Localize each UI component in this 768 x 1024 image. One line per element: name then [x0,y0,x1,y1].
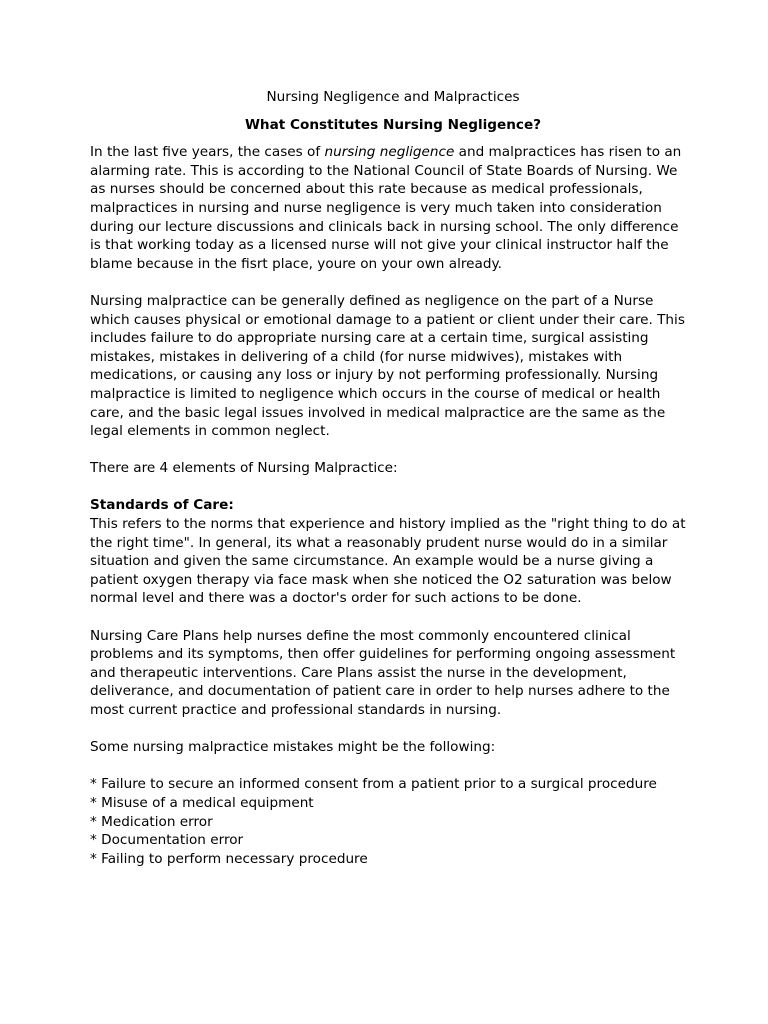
list-item: * Misuse of a medical equipment [90,794,314,811]
elements-paragraph: There are 4 elements of Nursing Malpractice: [90,460,398,477]
standards-paragraph: This refers to the norms that experience and history implied as the "right thing to do at the right time". In general, its what a reasonably prudent nurse would do in a similar situation and given the same circumstance. An example would be a nurse giving a patient oxygen therapy via face mask when she noticed the O2 saturation was below normal level and there was a doctor's order for such actions to be done. [90,516,686,607]
intro-emphasis: nursing negligence [324,144,455,161]
mistakes-list [90,775,690,868]
document-heading: What Constitutes Nursing Negligence? [244,116,542,133]
intro-paragraph [90,143,690,273]
care-plans-paragraph: Nursing Care Plans help nurses define the most commonly encountered clinical problems and its symptoms, then offer guidelines for performing ongoing assessment and therapeutic interventions. Care Plans assist the nurse in the development, deliverance, and documentation of patient care in order to help nurses adhere to the most current practice and professional standards in nursing. [90,627,676,718]
list-item: * Failing to perform necessary procedure [90,850,368,867]
document-page [90,88,690,868]
list-item: * Documentation error [90,832,244,849]
list-item: * Failure to secure an informed consent from a patient prior to a surgical procedure [90,776,657,793]
definition-paragraph: Nursing malpractice can be generally defined as negligence on the part of a Nurse which causes physical or emotional damage to a patient or client under their care. This includes failure to do appropriate nursing care at a certain time, surgical assisting mistakes, mistakes in delivering of a child (for nurse midwives), mistakes with medications, or causing any loss or injury by not performing professionally. Nursing malpractice is limited to negligence which occurs in the course of medical or health care, and the basic legal issues involved in medical malpractice are the same as the legal elements in common neglect. [90,292,685,440]
list-item: * Medication error [90,813,213,830]
mistakes-intro-paragraph: Some nursing malpractice mistakes might be the following: [90,739,496,756]
document-title: Nursing Negligence and Malpractices [266,89,520,105]
intro-text-before: In the last five years, the cases of [90,144,325,161]
intro-text-after: and malpractices has risen to an alarming rate. This is according to the National Council of State Boards of Nursing. We as nurses should be concerned about this rate because as medical professionals, malpractices in nursing and nurse negligence is very much taken into consideration during our lecture discussions and clinicals back in nursing school. The only difference is that working today as a licensed nurse will not give your clinical instructor half the blame because in the fisrt place, youre on your own already. [90,144,682,272]
standards-of-care-title: Standards of Care: [90,497,234,514]
